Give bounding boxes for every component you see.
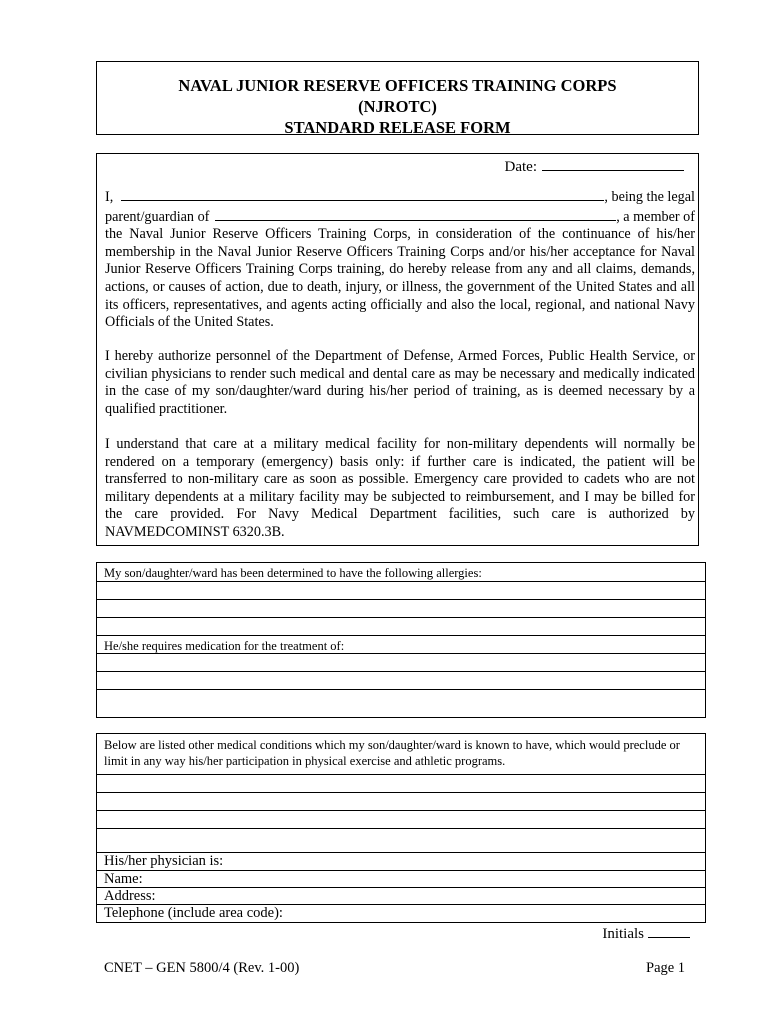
allergies-line-3[interactable] <box>97 617 705 635</box>
conditions-section <box>96 733 706 853</box>
allergies-label: My son/daughter/ward has been determined to have the following allergies: <box>104 566 482 580</box>
release-paragraph-3: I understand that care at a military medical facility for non-military dependents will normally be rendered on a temporary (emergency) basis only: if further care is indicated, the patient will be transferred to non-military care as soon as possible. Emergency care provided to cadets who are not military dependents at a military facility may be subjected to reimbursement, and I may be billed for the care provided. For Navy Medical Department facilities, such care is authorized by NAVMEDCOMINST 6320.3B. <box>105 436 695 540</box>
release-paragraph-1 <box>105 187 695 332</box>
cadet-name-field[interactable] <box>215 207 616 221</box>
title-line-3: STANDARD RELEASE FORM <box>284 118 511 137</box>
conditions-label: Below are listed other medical conditions which my son/daughter/ward is known to have, which would preclude or limit in any way his/her participation in physical exercise and athletic programs. <box>104 738 680 768</box>
date-row <box>505 156 684 176</box>
medication-label: He/she requires medication for the treatment of: <box>97 635 705 653</box>
physician-heading: His/her physician is: <box>104 853 224 869</box>
conditions-line-1[interactable] <box>97 774 705 792</box>
initials-row <box>602 923 690 943</box>
page-number: Page 1 <box>646 960 686 976</box>
medication-line-2[interactable] <box>97 671 705 689</box>
title-line-1: NAVAL JUNIOR RESERVE OFFICERS TRAINING CORPS <box>178 76 617 95</box>
initials-field[interactable] <box>648 923 690 938</box>
title-line-2: (NJROTC) <box>358 97 437 116</box>
form-title-box <box>96 61 699 135</box>
medication-line-3[interactable] <box>97 689 705 704</box>
date-field[interactable] <box>542 156 684 171</box>
release-being-legal: , being the legal <box>604 189 695 205</box>
release-i-label: I, <box>105 189 114 205</box>
allergies-section <box>96 562 706 718</box>
physician-address-field[interactable]: Address: <box>97 887 705 904</box>
conditions-line-4[interactable] <box>97 828 705 849</box>
conditions-line-3[interactable] <box>97 810 705 828</box>
form-identifier: CNET – GEN 5800/4 (Rev. 1-00) <box>104 960 300 976</box>
physician-name-field[interactable]: Name: <box>97 870 705 887</box>
date-label: Date: <box>504 159 537 175</box>
release-parent-label: parent/guardian of <box>105 208 210 225</box>
allergies-line-1[interactable] <box>97 581 705 599</box>
release-paragraph-2: I hereby authorize personnel of the Department of Defense, Armed Forces, Public Health Service, or civilian physicians to render such medical and dental care as may be necessary and medically indicated in the case of my son/daughter/ward during his/her period of training, as is deemed necessary by a qualified practitioner. <box>105 348 695 417</box>
physician-section <box>96 852 706 923</box>
guardian-name-field[interactable] <box>121 187 604 201</box>
initials-label: Initials <box>602 926 644 942</box>
release-paragraph-1-text: the Naval Junior Reserve Officers Training Corps, in consideration of the continuance of his/her membership in the Naval Junior Reserve Officers Training Corps and/or his/her acceptance for Naval Junior Reserve Officers Training Corps training, do hereby release from any and all claims, demands, actions, or causes of action, due to death, injury, or illness, the government of the United States and all its officers, representatives, and agents acting officially and also the local, regional, and national Navy Officials of the United States. <box>105 226 695 331</box>
release-section <box>96 153 699 546</box>
release-member-of: , a member of <box>616 208 695 225</box>
physician-telephone-field[interactable]: Telephone (include area code): <box>97 904 705 921</box>
allergies-line-2[interactable] <box>97 599 705 617</box>
medication-line-1[interactable] <box>97 653 705 671</box>
conditions-line-2[interactable] <box>97 792 705 810</box>
